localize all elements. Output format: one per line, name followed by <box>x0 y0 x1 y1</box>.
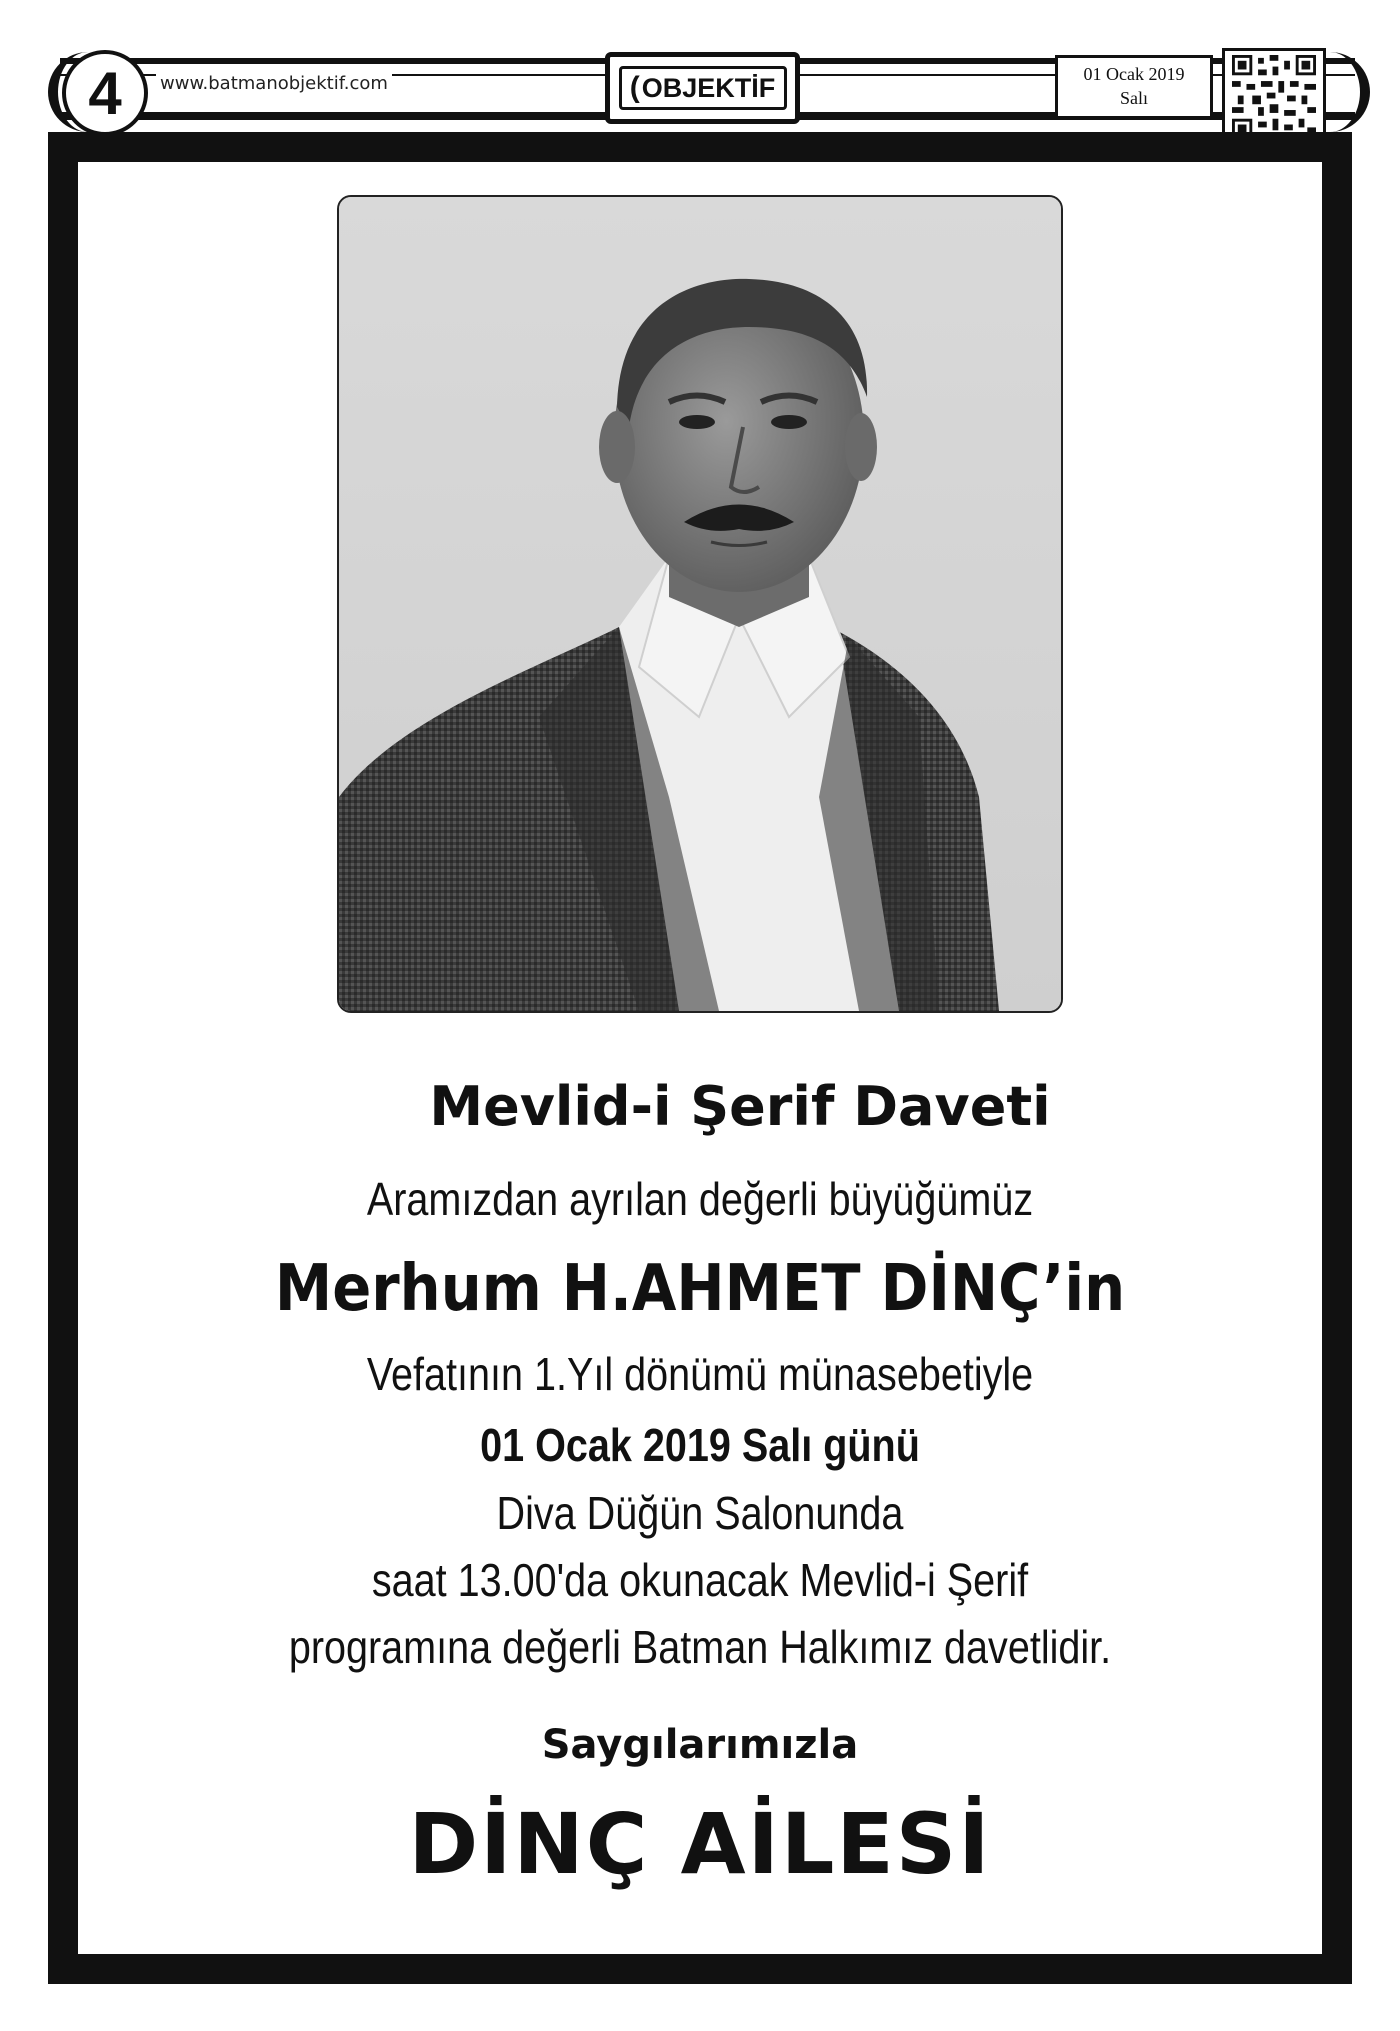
announcement-title: Mevlid-i Şerif Daveti <box>429 1075 1051 1138</box>
qr-code-icon <box>1231 55 1317 139</box>
logo-c-mark-icon: ( <box>629 71 640 104</box>
event-venue: Diva Düğün Salonunda <box>496 1487 904 1539</box>
regards-line: Saygılarımızla <box>541 1722 859 1768</box>
event-time: saat 13.00'da okunacak Mevlid-i Şerif <box>371 1554 1029 1606</box>
website-link[interactable]: www.batmanobjektif.com <box>156 73 392 94</box>
newspaper-logo <box>605 52 800 124</box>
newspaper-header <box>0 0 1400 150</box>
logo-text: OBJEKTİF <box>641 72 776 103</box>
issue-day: Salı <box>1119 88 1148 108</box>
deceased-name: Merhum H.AHMET DİNÇ’in <box>274 1252 1126 1326</box>
header-right-cap <box>1330 52 1370 132</box>
invitation-line: programına değerli Batman Halkımız davetlidir. <box>288 1621 1112 1673</box>
portrait-photo <box>337 195 1063 1013</box>
event-date: 01 Ocak 2019 Salı günü <box>480 1419 920 1471</box>
issue-date: 01 Ocak 2019 <box>1083 64 1185 84</box>
intro-line: Aramızdan ayrılan değerli büyüğümüz <box>366 1173 1034 1225</box>
issue-date-box <box>1055 55 1213 119</box>
page-number: 4 <box>62 50 148 136</box>
family-signature: DİNÇ AİLESİ <box>408 1795 992 1893</box>
reason-line: Vefatının 1.Yıl dönümü münasebetiyle <box>366 1348 1034 1400</box>
